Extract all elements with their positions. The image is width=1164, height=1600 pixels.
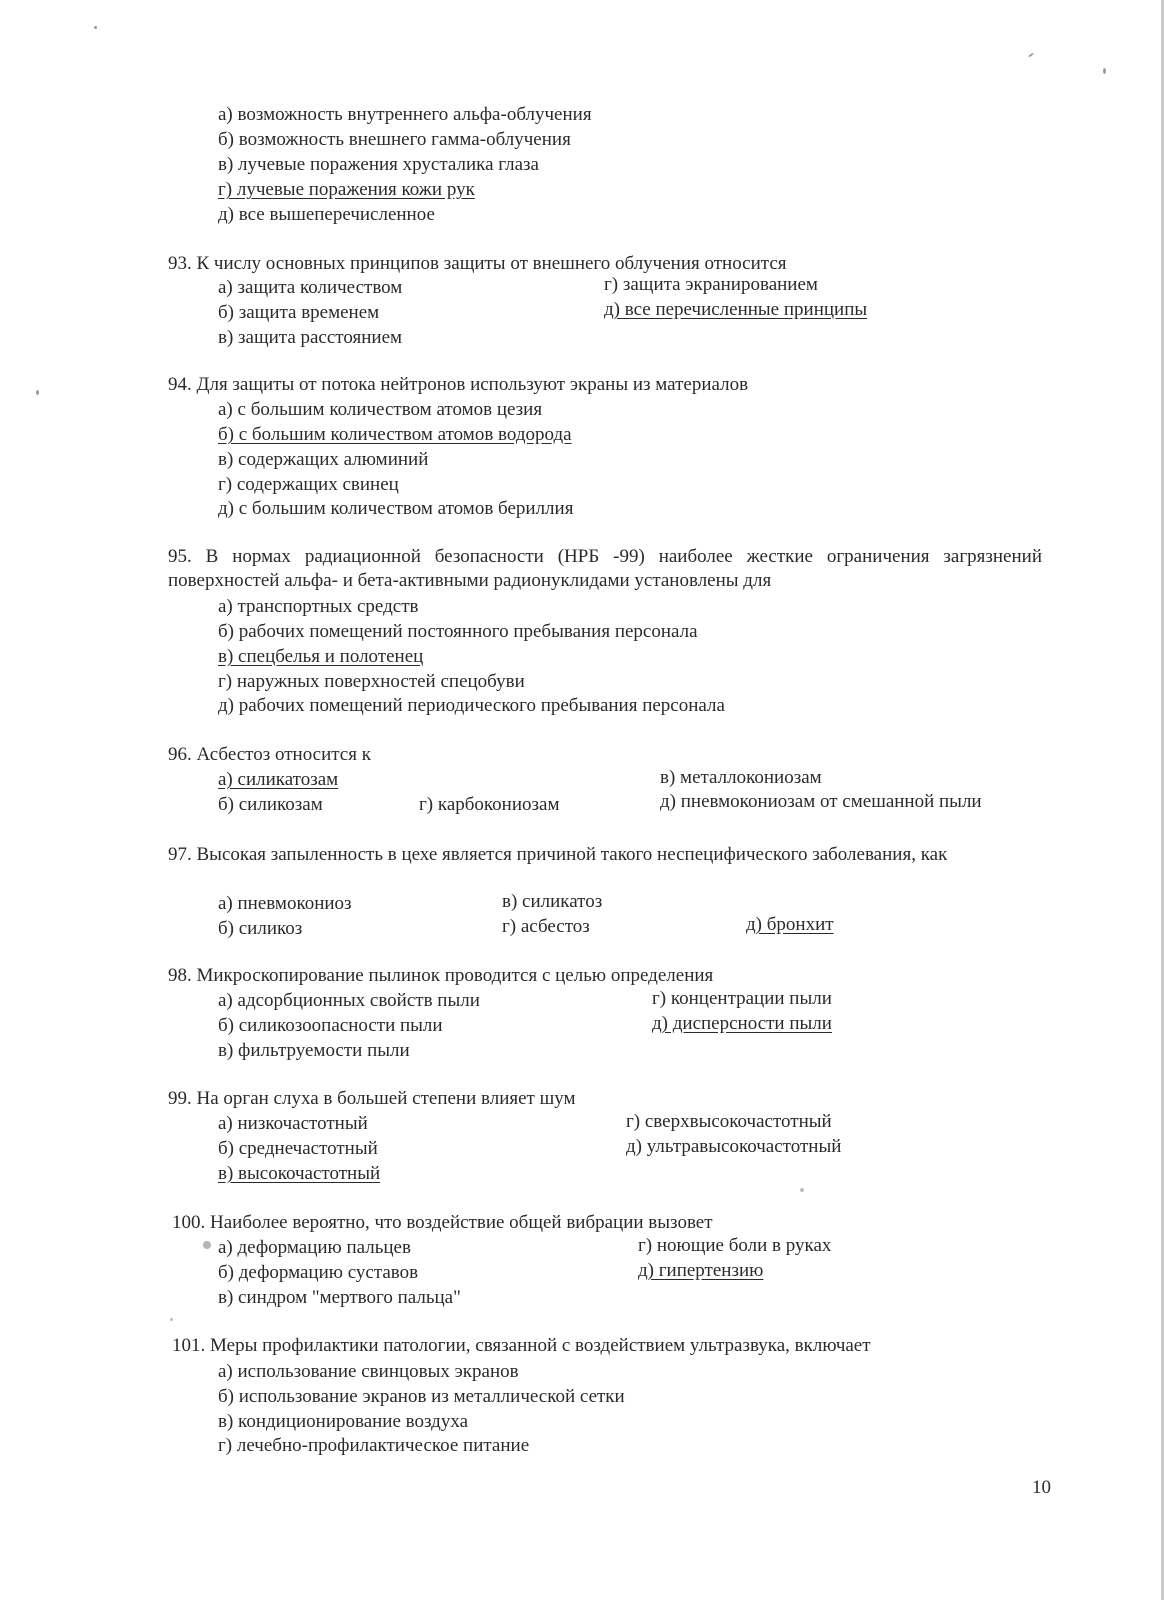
q96-question: 96. Асбестоз относится к <box>168 744 371 765</box>
q99-question: 99. На орган слуха в большей степени влияет шум <box>168 1088 576 1109</box>
q96-option-c: в) металлокониозам <box>660 767 822 788</box>
q93-option-a: а) защита количеством <box>218 277 403 298</box>
q99-option-a: а) низкочастотный <box>218 1113 368 1134</box>
q101-option-d: г) лечебно-профилактическое питание <box>218 1435 530 1456</box>
q94-option-a: а) с большим количеством атомов цезия <box>218 399 543 420</box>
q94-option-b-correct: б) с большим количеством атомов водорода <box>218 424 572 445</box>
q101-option-c: в) кондиционирование воздуха <box>218 1411 469 1432</box>
q100-option-d: г) ноющие боли в руках <box>638 1235 832 1256</box>
q94-question: 94. Для защиты от потока нейтронов используют экраны из материалов <box>168 374 749 395</box>
q95-option-c-correct: в) спецбелья и полотенец <box>218 646 424 667</box>
page-number: 10 <box>1032 1477 1051 1498</box>
q98-question: 98. Микроскопирование пылинок проводится с целью определения <box>168 965 714 986</box>
q97-option-e-correct: д) бронхит <box>746 914 834 935</box>
q98-option-c: в) фильтруемости пыли <box>218 1040 410 1061</box>
scan-speck <box>1103 68 1106 74</box>
q98-option-b: б) силикозоопасности пыли <box>218 1015 443 1036</box>
scan-speck <box>1028 52 1034 57</box>
q92-option-c: в) лучевые поражения хрусталика глаза <box>218 154 539 175</box>
scan-speck <box>36 390 39 395</box>
q93-question: 93. К числу основных принципов защиты от внешнего облучения относится <box>168 253 787 274</box>
q95-option-b: б) рабочих помещений постоянного пребывания персонала <box>218 621 698 642</box>
q96-option-a-correct: а) силикатозам <box>218 769 339 790</box>
scan-speck <box>170 1318 173 1321</box>
q92-option-b: б) возможность внешнего гамма-облучения <box>218 129 571 150</box>
q99-option-e: д) ультравысокочастотный <box>626 1136 842 1157</box>
q96-option-e: д) пневмокониозам от смешанной пыли <box>660 791 982 812</box>
q94-option-e: д) с большим количеством атомов бериллия <box>218 498 574 519</box>
q92-option-d-correct: г) лучевые поражения кожи рук <box>218 179 475 200</box>
scan-speck <box>203 1241 211 1249</box>
q101-option-a: а) использование свинцовых экранов <box>218 1361 519 1382</box>
q98-option-a: а) адсорбционных свойств пыли <box>218 990 480 1011</box>
q95-option-e: д) рабочих помещений периодического пребывания персонала <box>218 695 725 716</box>
q101-question: 101. Меры профилактики патологии, связанной с воздействием ультразвука, включает <box>172 1335 871 1356</box>
q97-question: 97. Высокая запыленность в цехе является причиной такого неспецифического заболевания, как <box>168 844 948 865</box>
q97-option-a: а) пневмокониоз <box>218 893 352 914</box>
q96-option-b: б) силикозам <box>218 794 323 815</box>
q93-option-b: б) защита временем <box>218 302 380 323</box>
q94-option-d: г) содержащих свинец <box>218 474 399 495</box>
q95-option-d: г) наружных поверхностей спецобуви <box>218 671 525 692</box>
q100-question: 100. Наиболее вероятно, что воздействие общей вибрации вызовет <box>172 1212 713 1233</box>
q100-option-c: в) синдром "мертвого пальца" <box>218 1287 461 1308</box>
q99-option-d: г) сверхвысокочастотный <box>626 1111 832 1132</box>
q93-option-d: г) защита экранированием <box>604 274 818 295</box>
scan-speck <box>800 1188 804 1192</box>
q95-option-a: а) транспортных средств <box>218 596 419 617</box>
q98-option-e-correct: д) дисперсности пыли <box>652 1013 832 1034</box>
q99-option-c-correct: в) высокочастотный <box>218 1163 381 1184</box>
q96-option-d: г) карбокониозам <box>419 794 560 815</box>
q99-option-b: б) среднечастотный <box>218 1138 378 1159</box>
scan-speck <box>94 26 97 29</box>
q100-option-b: б) деформацию суставов <box>218 1262 419 1283</box>
q98-option-d: г) концентрации пыли <box>652 988 832 1009</box>
q93-option-c: в) защита расстоянием <box>218 327 403 348</box>
q92-option-e: д) все вышеперечисленное <box>218 204 435 225</box>
q97-option-b: б) силикоз <box>218 918 303 939</box>
q92-option-a: а) возможность внутреннего альфа-облучения <box>218 104 592 125</box>
q100-option-e-correct: д) гипертензию <box>638 1260 764 1281</box>
q95-question: 95. В нормах радиационной безопасности (НРБ -99) наиболее жесткие ограничения загрязнений поверхностей альфа- и бета-активными радионуклидами установлены для <box>168 546 1042 591</box>
q100-option-a: а) деформацию пальцев <box>218 1237 411 1258</box>
q93-option-e-correct: д) все перечисленные принципы <box>604 299 868 320</box>
q97-option-d: г) асбестоз <box>502 916 590 937</box>
q94-option-c: в) содержащих алюминий <box>218 449 429 470</box>
q101-option-b: б) использование экранов из металлической сетки <box>218 1386 625 1407</box>
q97-option-c: в) силикатоз <box>502 891 603 912</box>
